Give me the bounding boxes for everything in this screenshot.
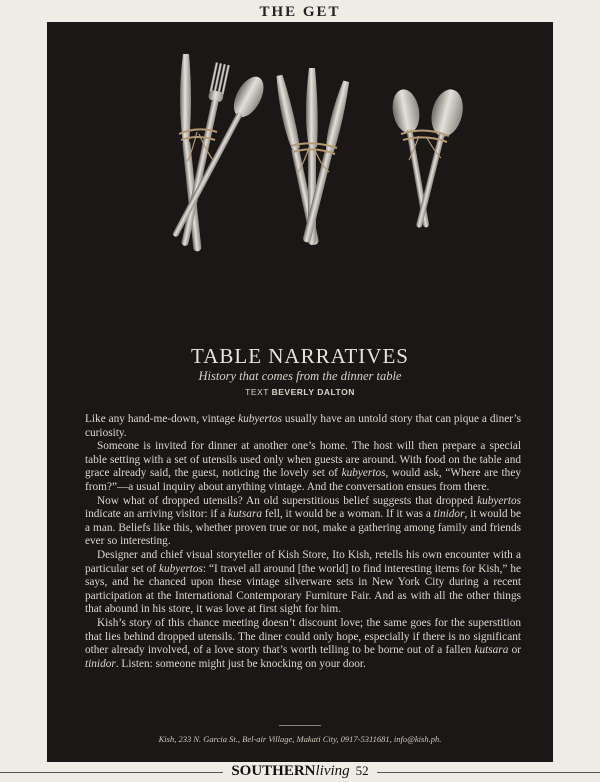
article-body bbox=[85, 413, 521, 671]
article-subtitle: History that comes from the dinner table bbox=[198, 369, 402, 383]
text-run: Kish’s story of this chance meeting doesn’t discount love; the same goes for the superstition that lies behind dropped utensils. The diner could only hope, especially if there is no significant other already involved, of a love story that’s worth telling to be borne out of a fallen bbox=[85, 616, 521, 657]
byline-author: BEVERLY DALTON bbox=[271, 387, 355, 397]
store-address: Kish, 233 N. Garcia St., Bel-air Village, Makati City, 0917-5311681, info@kish.ph. bbox=[158, 734, 442, 744]
italic-term: kutsara bbox=[474, 644, 509, 657]
text-run: Designer and chief visual storyteller of Kish Store, Ito Kish, retells his own encounter with a particular set of bbox=[85, 548, 521, 575]
byline bbox=[47, 387, 553, 397]
cutlery-bundle-right bbox=[389, 86, 467, 231]
byline-prefix: TEXT bbox=[245, 387, 269, 397]
article-panel bbox=[47, 22, 553, 762]
italic-term: kutsara bbox=[228, 508, 263, 521]
article-title: TABLE NARRATIVES bbox=[191, 344, 409, 368]
body-paragraph bbox=[85, 495, 521, 549]
italic-term: kubyertos bbox=[159, 562, 203, 575]
text-run: fell, it would be a woman. If it was a bbox=[262, 508, 434, 521]
divider bbox=[279, 725, 321, 726]
text-run: or bbox=[508, 644, 521, 657]
magazine-name-italic: living bbox=[315, 763, 350, 779]
cutlery-bundle-left bbox=[164, 54, 270, 252]
text-run: Now what of dropped utensils? An old superstitious belief suggests that dropped bbox=[97, 494, 478, 507]
text-run: Like any hand-me-down, vintage bbox=[85, 413, 239, 425]
footer-text bbox=[223, 762, 376, 780]
cutlery-bundle-middle bbox=[274, 68, 352, 246]
page-footer bbox=[0, 762, 600, 782]
section-label: THE GET bbox=[259, 4, 341, 20]
page-number: 52 bbox=[355, 763, 369, 778]
body-paragraph bbox=[85, 440, 521, 494]
magazine-name: SOUTHERN bbox=[231, 763, 316, 779]
body-paragraph bbox=[85, 617, 521, 671]
body-paragraph bbox=[85, 549, 521, 617]
italic-term: kubyertos bbox=[341, 467, 386, 480]
italic-term: tinidor bbox=[85, 657, 116, 670]
italic-term: kubyertos bbox=[238, 413, 282, 425]
cutlery-photo bbox=[47, 22, 553, 322]
text-run: : “I travel all around [the world] to find interesting items for Kish,” he says, and he chanced upon these vintage silverware sets in New York City during a recent participation at the International Contemporary Furniture Fair. And as with all the other things that abound in his store, it was love at first sight for him. bbox=[85, 562, 521, 616]
text-run: Someone is invited for dinner at another one’s home. The host will then prepare a special table setting with a set of utensils used only when guests are around. With food on the table and grace already said, the guest, noticing the lovely set of bbox=[85, 440, 521, 480]
text-run: . Listen: someone might just be knocking on your door. bbox=[115, 657, 366, 670]
text-run: indicate an arriving visitor: if a bbox=[85, 508, 229, 521]
body-paragraph bbox=[85, 413, 521, 440]
italic-term: kubyertos bbox=[477, 494, 521, 507]
text-run: , it would be a man. Beliefs like this, whether proven true or not, make a gathering among family and friends ever so interesting. bbox=[85, 508, 521, 548]
text-run: , would ask, “Where are they from?”—a usual inquiry about anything vintage. And the conversation ensues from there. bbox=[85, 467, 521, 493]
italic-term: tinidor bbox=[433, 508, 465, 521]
text-run: usually have an untold story that can pique a diner’s curiosity. bbox=[85, 413, 521, 439]
